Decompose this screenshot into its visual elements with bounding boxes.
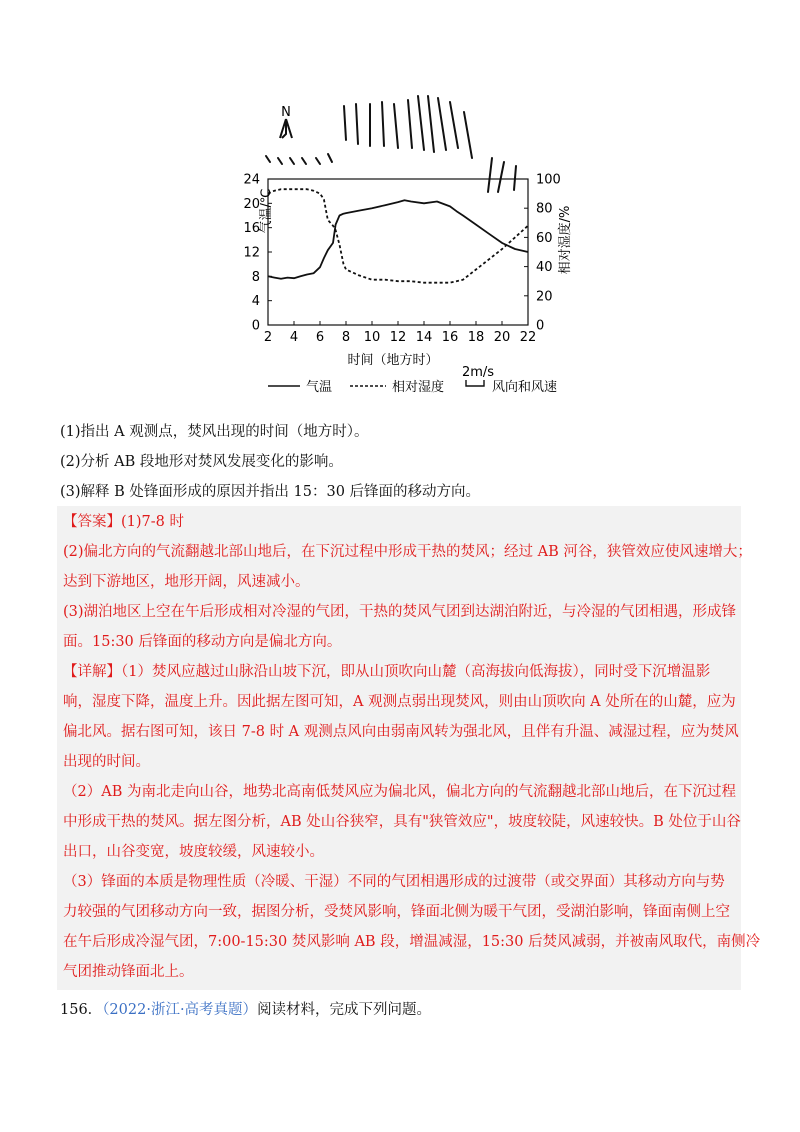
detail-line: 在午后形成冷湿气团，7:00-15:30 焚风影响 AB 段，增温减湿，15:30 后焚风减弱，并被南风取代，南侧冷 [63,934,761,950]
wind-barb [266,156,270,162]
answer-line: (2)偏北方向的气流翻越北部山地后，在下沉过程中形成干热的焚风；经过 AB 河谷，狭管效应使风速增大； [63,544,752,560]
plot-frame [268,179,528,325]
detail-line: 力较强的气团移动方向一致，据图分析，受焚风影响，锋面北侧为暖干气团，受湖泊影响，锋面南侧上空 [63,904,730,920]
wind-barb [488,158,492,192]
legend-wind: 风向和风速 [492,380,558,395]
wind-barb [418,96,424,150]
wind-barb [328,154,332,162]
x-tick-label: 2 [263,330,273,345]
detail-line: （2）AB 为南北走向山谷，地势北高南低焚风应为偏北风，偏北方向的气流翻越北部山地后，在下沉过程 [63,784,736,800]
wind-barb [450,102,458,148]
x-tick-label: 10 [363,330,381,345]
right-tick-label: 80 [536,201,553,217]
left-tick-label: 12 [243,245,260,261]
question-source-link[interactable]: （2022·浙江·高考真题） [102,1002,258,1018]
legend [268,379,557,395]
x-tick-label: 12 [389,330,407,345]
detail-line: 偏北风。据右图可知，该日 7-8 时 A 观测点风向由弱南风转为强北风，且伴有升温、减湿过程，应为焚风 [63,724,739,740]
next-question [60,998,431,1019]
north-arrow [280,105,292,138]
wind-barb [408,100,412,148]
wind-scale-label: 2m/s [461,365,495,380]
right-tick-label: 40 [536,260,553,276]
wind-barb [302,158,306,164]
x-axis-label: 时间（地方时） [347,353,439,368]
wind-barb [290,158,294,164]
right-tick-label: 20 [536,289,553,305]
wind-barb [344,106,346,140]
wind-barb [514,166,516,190]
detail-line: 出口，山谷变宽，坡度较缓，风速较小。 [63,844,324,860]
x-tick-label: 16 [441,330,459,345]
detail-line: （3）锋面的本质是物理性质（冷暖、干湿）不同的气团相遇形成的过渡带（或交界面）其移动方向与势 [63,874,725,890]
x-tick-label: 8 [341,330,351,345]
temperature-line [268,200,528,278]
detail-line: 中形成干热的焚风。据左图分析，AB 处山谷狭窄，具有"狭管效应"，坡度较陡，风速较快。B 处位于山谷 [63,814,741,830]
answer-tag: 【答案】 [63,514,121,530]
left-tick-label: 20 [243,196,260,212]
wind-barb [498,162,504,192]
question-1: (1)指出 A 观测点，焚风出现的时间（地方时）。 [60,424,369,440]
right-axis-label: 相对湿度/% [558,205,573,275]
answer-line: 达到下游地区，地形开阔，风速减小。 [63,574,310,590]
x-tick-label: 6 [315,330,325,345]
wind-barb [464,112,472,158]
answer-line-1 [63,510,184,531]
left-tick-label: 4 [251,294,260,310]
wind-barbs [266,96,516,192]
question-2: (2)分析 AB 段地形对焚风发展变化的影响。 [60,454,343,470]
wind-barb [394,104,398,148]
temperature-humidity-chart [220,92,590,402]
x-tick-label: 22 [519,330,537,345]
answer-line: (3)湖泊地区上空在午后形成相对冷湿的气团，干热的焚风气团到达湖泊附近，与冷湿的气团相遇，形成锋 [63,604,737,620]
detail-part-1: （1）焚风应越过山脉沿山坡下沉，即从山顶吹向山麓（高海拔向低海拔），同时受下沉增温影 [121,664,711,680]
detail-tag: 【详解】 [63,664,121,680]
right-tick-label: 0 [536,318,545,334]
detail-line: 响，湿度下降，温度上升。因此据左图可知，A 观测点弱出现焚风，则由山顶吹向 A 处所在的山麓，应为 [63,694,736,710]
detail-line-1 [63,660,710,681]
answer-part-1: (1)7-8 时 [121,514,184,530]
left-tick-label: 24 [243,172,260,188]
wind-barb [428,96,434,152]
detail-line: 气团推动锋面北上。 [63,964,194,980]
wind-barb [438,98,446,150]
wind-barb [356,104,358,144]
question-3: (3)解释 B 处锋面形成的原因并指出 15：30 后锋面的移动方向。 [60,484,481,500]
x-tick-label: 4 [289,330,299,345]
wind-barb [382,102,384,146]
answer-line: 面。15:30 后锋面的移动方向是偏北方向。 [63,634,342,650]
legend-temp: 气温 [306,380,333,395]
x-tick-label: 14 [415,330,433,345]
question-number: 156． [60,1002,103,1018]
wind-scale-icon [466,380,484,386]
legend-humidity: 相对湿度 [392,380,445,395]
question-prompt: 阅读材料，完成下列问题。 [257,1002,432,1018]
x-tick-label: 20 [493,330,511,345]
north-arrow-icon [280,119,292,138]
wind-barb [316,158,320,164]
north-label: N [281,105,291,120]
wind-barb [278,158,282,164]
humidity-line [268,189,528,283]
answer-block [57,506,761,990]
left-tick-label: 8 [251,269,260,285]
left-axis-label: 气温/℃ [259,188,274,234]
left-tick-label: 0 [251,318,260,334]
x-tick-label: 18 [467,330,485,345]
right-tick-label: 100 [536,172,561,188]
left-tick-label: 16 [243,221,260,237]
detail-line: 出现的时间。 [63,754,150,770]
right-tick-label: 60 [536,230,553,246]
